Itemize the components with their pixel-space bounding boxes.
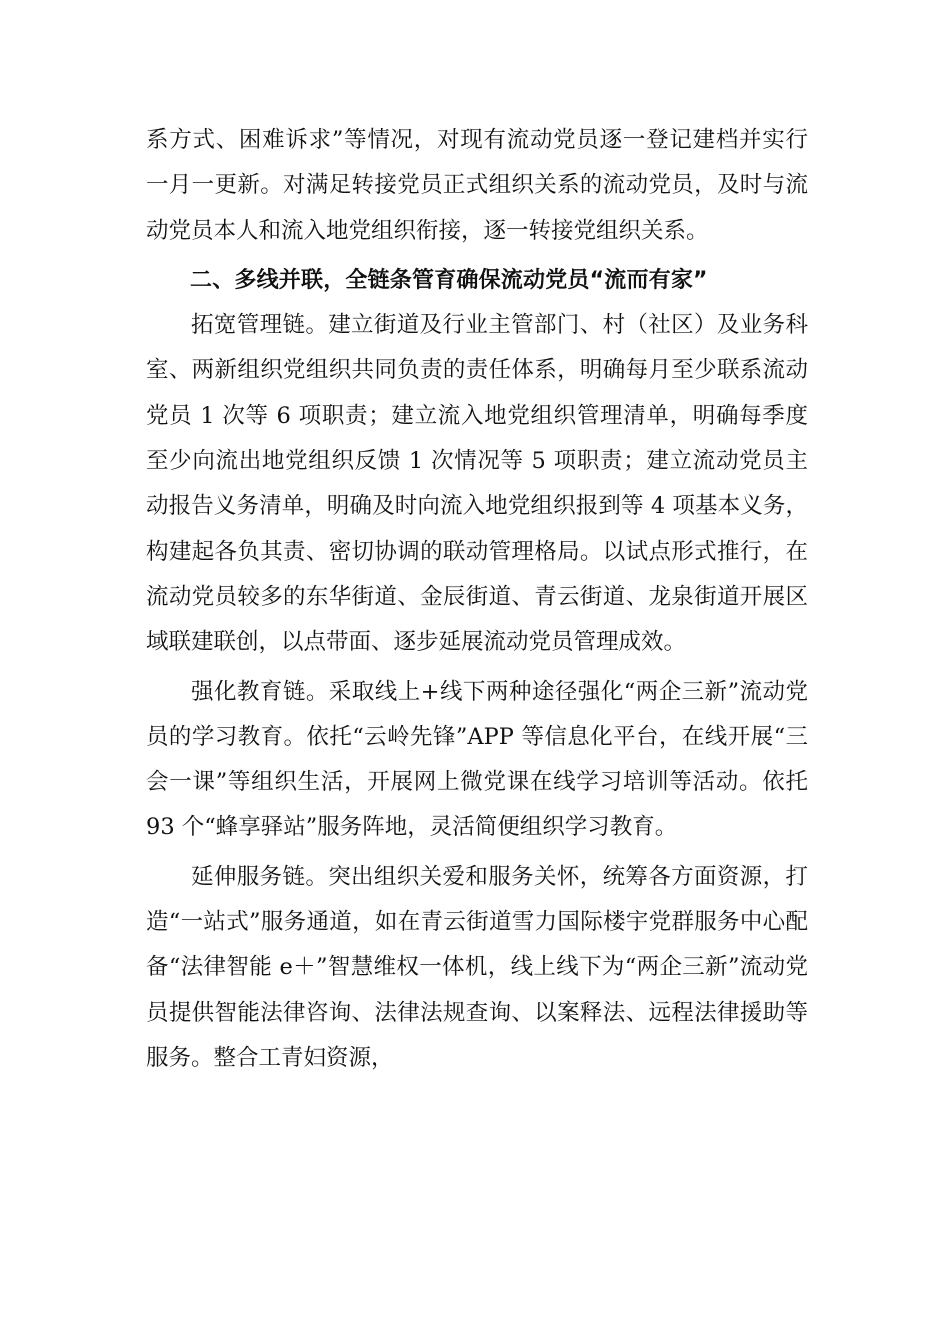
document-page bbox=[146, 118, 808, 1081]
paragraph-registration: 系方式、困难诉求”等情况，对现有流动党员逐一登记建档并实行一月一更新。对满足转接党员正式组织关系的流动党员，及时与流动党员本人和流入地党组织衔接，逐一转接党组织关系。 bbox=[146, 127, 808, 244]
paragraph-education-chain: 强化教育链。采取线上+线下两种途径强化“两企三新”流动党员的学习教育。依托“云岭先锋”APP 等信息化平台，在线开展“三会一课”等组织生活，开展网上微党课在线学习培训等活动。依托 93 个“蜂享驿站”服务阵地，灵活简便组织学习教育。 bbox=[146, 678, 808, 841]
paragraph-management-chain: 拓宽管理链。建立街道及行业主管部门、村（社区）及业务科室、两新组织党组织共同负责的责任体系，明确每月至少联系流动党员 1 次等 6 项职责；建立流入地党组织管理清单，明确每季度至少向流出地党组织反馈 1 次情况等 5 项职责；建立流动党员主动报告义务清单，明确及时向流入地党组织报到等 4 项基本义务，构建起各负其责、密切协调的联动管理格局。以试点形式推行，在流动党员较多的东华街道、金辰街道、青云街道、龙泉街道开展区域联建联创，以点带面、逐步延展流动党员管理成效。 bbox=[146, 312, 808, 656]
section-heading-2: 二、多线并联，全链条管育确保流动党员“流而有家” bbox=[190, 267, 708, 293]
paragraph-service-chain: 延伸服务链。突出组织关爱和服务关怀，统筹各方面资源，打造“一站式”服务通道，如在青云街道雪力国际楼宇党群服务中心配备“法律智能 e＋”智慧维权一体机，线上线下为“两企三新”流动党员提供智能法律咨询、法律法规查询、以案释法、远程法律援助等服务。整合工青妇资源， bbox=[146, 863, 808, 1071]
